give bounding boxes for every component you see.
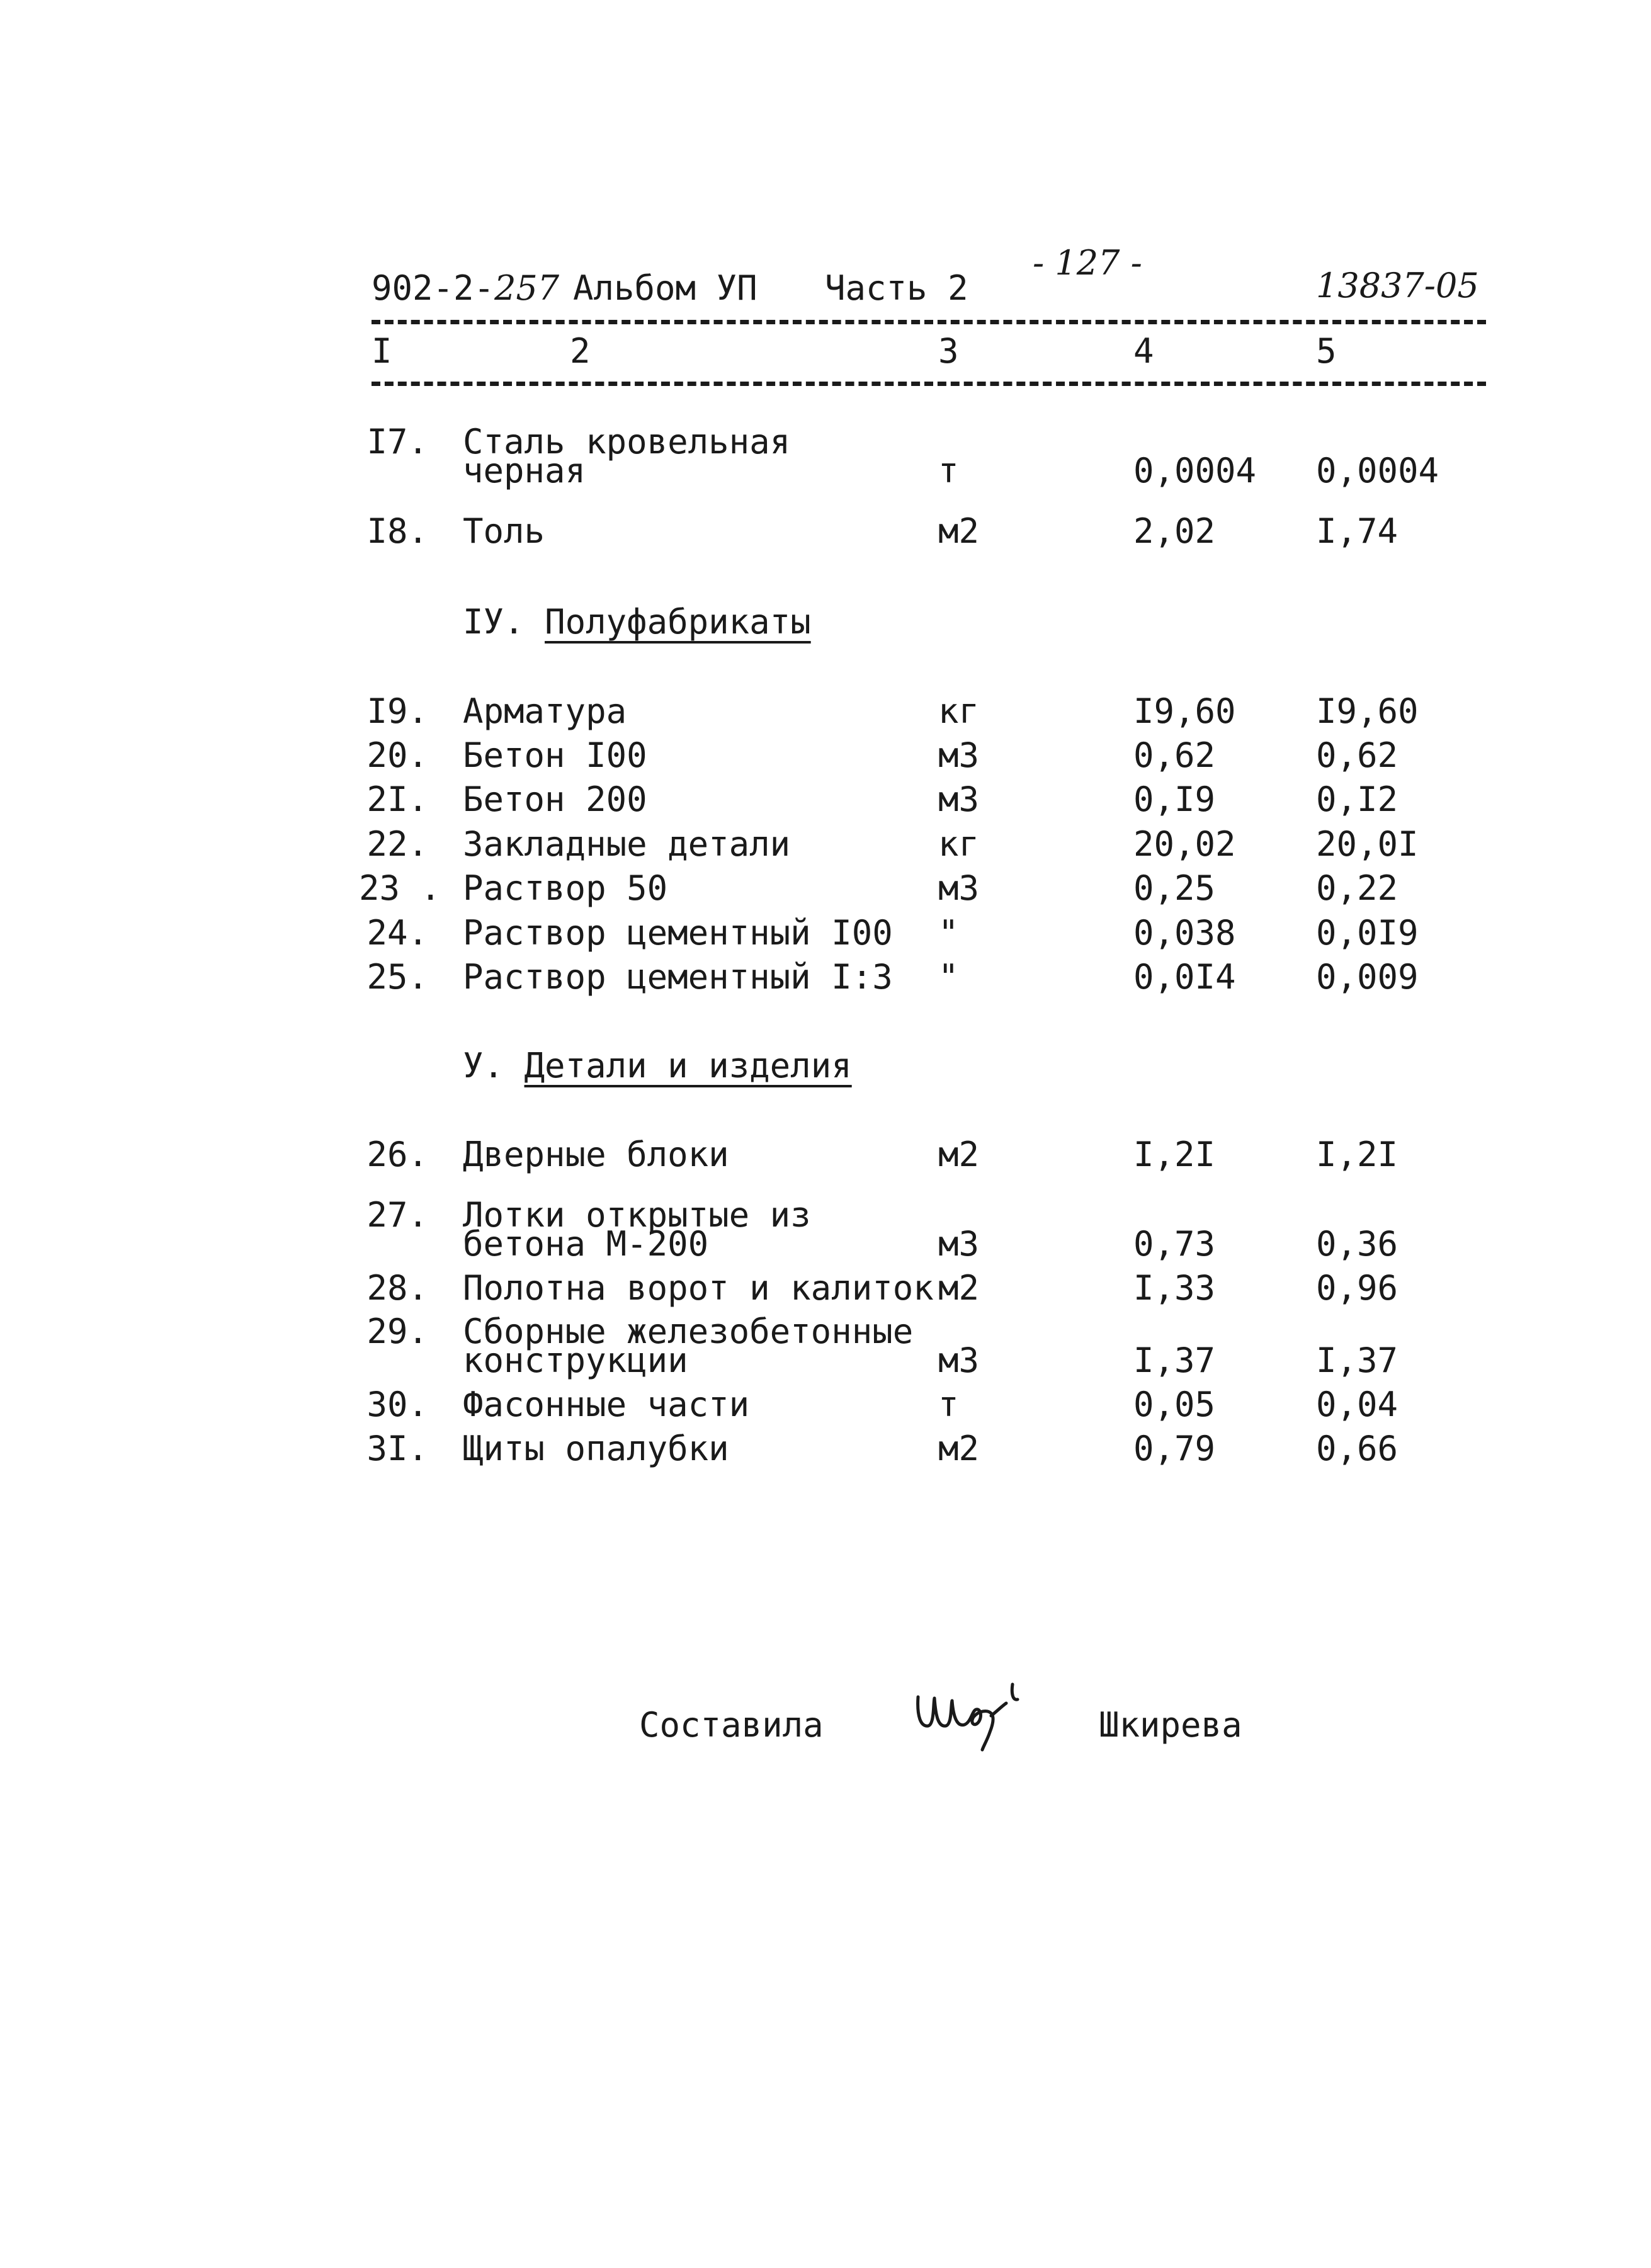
row-name-line: конструкции: [463, 1341, 688, 1380]
row-name-line: Бетон 200: [463, 780, 647, 819]
row-unit: м3: [938, 868, 980, 908]
row-unit: т: [938, 1385, 959, 1424]
row-col4: 0,0004: [1133, 451, 1257, 490]
row-name-line: Щиты опалубки: [463, 1429, 729, 1468]
doc-code-prefix: 902-2-: [372, 268, 495, 308]
page-number: - 127 -: [1033, 243, 1142, 283]
section-heading: [463, 603, 811, 641]
row-number: 30.: [366, 1385, 428, 1424]
row-name-line: Полотна ворот и калиток: [463, 1268, 934, 1308]
row-name-line: Толь: [463, 511, 545, 551]
row-col4: 0,25: [1133, 868, 1216, 908]
row-name-line: Лотки открытые из: [463, 1195, 811, 1235]
row-unit: м3: [938, 1341, 980, 1380]
row-unit: ": [938, 957, 959, 997]
row-col4: 0,73: [1133, 1224, 1216, 1264]
row-col5: I,74: [1316, 511, 1399, 551]
row-number: 26.: [366, 1135, 428, 1174]
row-number: 27.: [366, 1195, 428, 1235]
row-col4: 0,I9: [1133, 780, 1216, 819]
row-col4: I,33: [1133, 1268, 1216, 1308]
row-number: 28.: [366, 1268, 428, 1308]
row-unit: ": [938, 913, 959, 953]
section-number: IУ.: [463, 602, 525, 642]
inventory-number: 13837-05: [1316, 266, 1479, 305]
row-number: 20.: [366, 735, 428, 775]
row-col4: 0,0I4: [1133, 957, 1236, 997]
row-col5: 0,36: [1316, 1224, 1399, 1264]
row-unit: кг: [938, 824, 980, 864]
row-number: 25.: [366, 957, 428, 997]
header-rule-bottom: [372, 382, 1486, 386]
section-title: Детали и изделия: [524, 1046, 852, 1086]
row-name-line: Бетон I00: [463, 735, 647, 775]
row-unit: м2: [938, 1268, 980, 1308]
row-col5: 0,04: [1316, 1385, 1399, 1424]
row-unit: кг: [938, 691, 980, 731]
row-number: 23 .: [359, 868, 441, 908]
row-col5: 0,96: [1316, 1268, 1399, 1308]
row-col4: 0,05: [1133, 1385, 1216, 1424]
row-col5: 0,009: [1316, 957, 1419, 997]
section-heading: [463, 1047, 852, 1085]
row-col5: 0,I2: [1316, 780, 1399, 819]
row-unit: м2: [938, 511, 980, 551]
row-name-line: бетона М-200: [463, 1224, 709, 1264]
row-col4: 2,02: [1133, 511, 1216, 551]
row-col5: I,2I: [1316, 1135, 1399, 1174]
row-col5: 0,66: [1316, 1429, 1399, 1468]
row-col4: 20,02: [1133, 824, 1236, 864]
row-unit: м3: [938, 780, 980, 819]
part-label: Часть 2: [825, 268, 968, 308]
header-rule-top: [372, 320, 1486, 324]
row-name-line: Фасонные части: [463, 1385, 750, 1424]
col-header-1: I: [372, 331, 392, 371]
row-col4: 0,038: [1133, 913, 1236, 953]
col-header-2: 2: [570, 331, 591, 371]
row-name-line: Раствор цементный I00: [463, 913, 893, 953]
row-number: 24.: [366, 913, 428, 953]
row-name-line: черная: [463, 451, 586, 490]
row-name-line: Раствор 50: [463, 868, 668, 908]
row-name-line: Арматура: [463, 691, 627, 731]
row-col5: 0,62: [1316, 735, 1399, 775]
col-header-3: 3: [938, 331, 959, 371]
row-number: 2I.: [366, 780, 428, 819]
compiler-name: Шкирева: [1099, 1705, 1242, 1745]
row-col5: 0,0I9: [1316, 913, 1419, 953]
section-number: У.: [463, 1046, 504, 1086]
row-unit: м2: [938, 1135, 980, 1174]
row-name-line: Сборные железобетонные: [463, 1312, 914, 1351]
col-header-5: 5: [1316, 331, 1337, 371]
section-title: Полуфабрикаты: [545, 602, 811, 642]
row-name-line: Раствор цементный I:3: [463, 957, 893, 997]
row-number: 22.: [366, 824, 428, 864]
row-unit: м2: [938, 1429, 980, 1468]
row-col5: 0,22: [1316, 868, 1399, 908]
row-col4: 0,62: [1133, 735, 1216, 775]
doc-code-suffix: 257: [494, 268, 560, 308]
row-number: I8.: [366, 511, 428, 551]
row-unit: м3: [938, 735, 980, 775]
signature-mark: [913, 1672, 1039, 1754]
row-name-line: Закладные детали: [463, 824, 791, 864]
row-unit: т: [938, 451, 959, 490]
row-unit: м3: [938, 1224, 980, 1264]
row-number: I9.: [366, 691, 428, 731]
row-col4: 0,79: [1133, 1429, 1216, 1468]
compiled-by-label: Составила: [639, 1705, 824, 1745]
row-number: I7.: [366, 422, 428, 462]
row-name-line: Дверные блоки: [463, 1135, 729, 1174]
col-header-4: 4: [1133, 331, 1154, 371]
row-col5: 0,0004: [1316, 451, 1439, 490]
row-col4: I,37: [1133, 1341, 1216, 1380]
row-col5: I9,60: [1316, 691, 1419, 731]
signature: [913, 1672, 1039, 1754]
row-col4: I9,60: [1133, 691, 1236, 731]
doc-code: [372, 269, 559, 307]
row-name-line: Сталь кровельная: [463, 422, 791, 462]
album-label: Альбом УП: [573, 268, 757, 308]
row-col5: I,37: [1316, 1341, 1399, 1380]
row-number: 29.: [366, 1312, 428, 1351]
row-number: 3I.: [366, 1429, 428, 1468]
row-col5: 20,0I: [1316, 824, 1419, 864]
row-col4: I,2I: [1133, 1135, 1216, 1174]
